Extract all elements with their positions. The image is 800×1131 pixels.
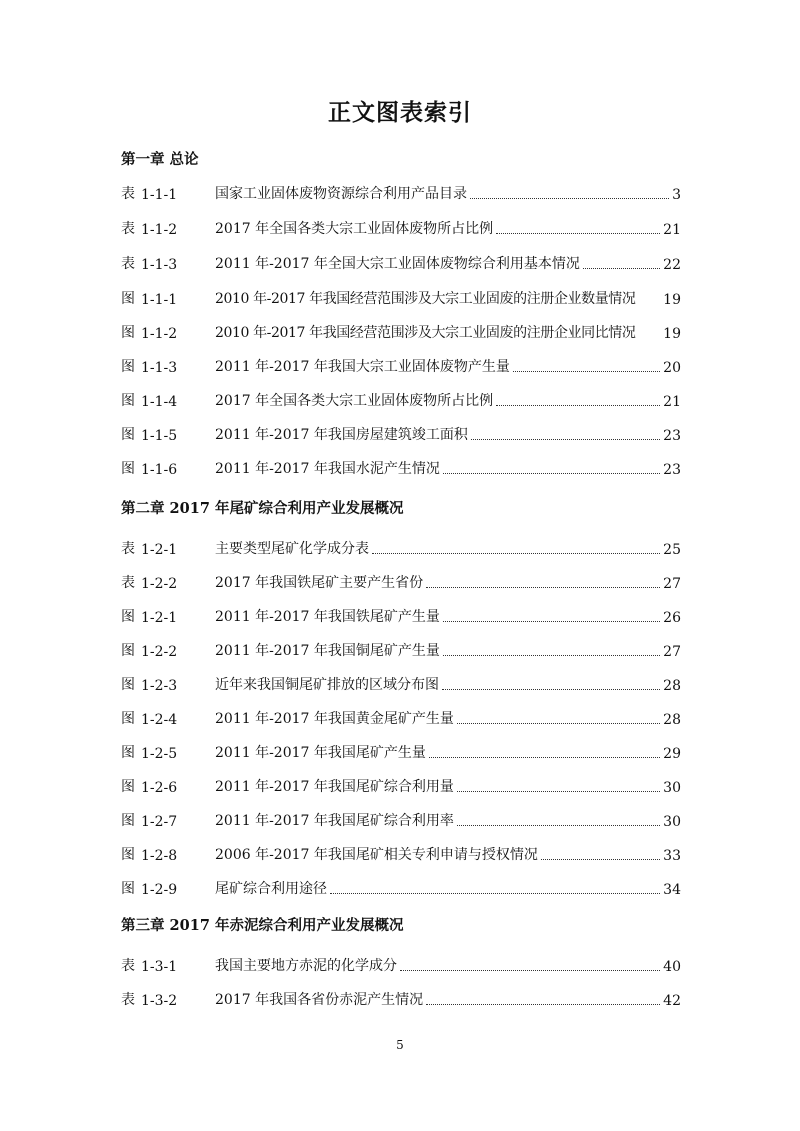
entry-page: 20 (663, 360, 681, 376)
dot-leader (443, 620, 660, 622)
toc-entry[interactable] (121, 604, 681, 626)
entry-page: 19 (663, 292, 681, 308)
entry-title: 2017 年我国铁尾矿主要产生省份 (215, 575, 424, 591)
entry-kind: 表 (121, 575, 135, 591)
entry-kind: 图 (121, 881, 135, 897)
entry-code: 1-3-1 (141, 959, 178, 975)
entry-page: 3 (672, 187, 681, 203)
entry-kind: 表 (121, 958, 135, 974)
page-title: 正文图表索引 (328, 100, 472, 126)
dot-leader (496, 232, 660, 234)
dot-leader (400, 969, 660, 971)
entry-page: 34 (663, 882, 681, 898)
dot-leader (471, 438, 660, 440)
entry-page: 33 (663, 848, 681, 864)
dot-leader (429, 756, 660, 758)
entry-page: 27 (663, 576, 681, 592)
entry-page: 23 (663, 428, 681, 444)
entry-code: 1-1-2 (141, 326, 178, 342)
entry-page: 28 (663, 678, 681, 694)
entry-kind: 图 (121, 393, 135, 409)
entry-title: 2017 年全国各类大宗工业固体废物所占比例 (215, 221, 494, 237)
entry-code: 1-2-3 (141, 678, 178, 694)
entry-code: 1-1-5 (141, 428, 178, 444)
dot-leader (457, 722, 660, 724)
entry-kind: 图 (121, 677, 135, 693)
entry-kind: 表 (121, 186, 135, 202)
entry-code: 1-1-3 (141, 257, 178, 273)
toc-entry[interactable] (121, 774, 681, 796)
entry-title: 2011 年-2017 年我国大宗工业固体废物产生量 (215, 359, 510, 375)
entry-title: 2011 年-2017 年我国尾矿产生量 (215, 745, 426, 761)
entry-page: 27 (663, 644, 681, 660)
dot-leader (636, 307, 664, 308)
entry-kind: 表 (121, 221, 135, 237)
chapter-heading: 第一章 总论 (121, 151, 199, 168)
toc-entry[interactable] (121, 216, 681, 238)
entry-title: 主要类型尾矿化学成分表 (215, 541, 369, 557)
entry-kind: 图 (121, 291, 135, 307)
entry-code: 1-2-1 (141, 610, 178, 626)
entry-code: 1-2-2 (141, 644, 178, 660)
entry-title: 尾矿综合利用途径 (215, 881, 327, 897)
dot-leader (372, 552, 660, 554)
entry-title: 2011 年-2017 年我国尾矿综合利用率 (215, 813, 454, 829)
entry-code: 1-2-8 (141, 848, 178, 864)
entry-page: 19 (663, 326, 681, 342)
entry-code: 1-1-6 (141, 462, 178, 478)
entry-title: 我国主要地方赤泥的化学成分 (215, 958, 397, 974)
entry-code: 1-2-9 (141, 882, 178, 898)
dot-leader (636, 341, 664, 342)
dot-leader (541, 858, 660, 860)
dot-leader (442, 688, 660, 690)
entry-title: 近年来我国铜尾矿排放的区域分布图 (215, 677, 439, 693)
toc-entry[interactable] (121, 987, 681, 1009)
dot-leader (426, 1003, 660, 1005)
toc-entry[interactable] (121, 740, 681, 762)
dot-leader (457, 790, 660, 792)
entry-code: 1-2-2 (141, 576, 178, 592)
entry-title: 2017 年全国各类大宗工业固体废物所占比例 (215, 393, 494, 409)
entry-title: 2011 年-2017 年我国尾矿综合利用量 (215, 779, 454, 795)
entry-code: 1-1-1 (141, 187, 178, 203)
entry-kind: 表 (121, 541, 135, 557)
entry-title: 2006 年-2017 年我国尾矿相关专利申请与授权情况 (215, 847, 538, 863)
entry-kind: 表 (121, 992, 135, 1008)
entry-title: 2010 年-2017 年我国经营范围涉及大宗工业固废的注册企业数量情况 (215, 291, 636, 307)
entry-code: 1-1-1 (141, 292, 178, 308)
entry-title: 国家工业固体废物资源综合利用产品目录 (215, 186, 467, 202)
entry-code: 1-1-4 (141, 394, 178, 410)
entry-title: 2011 年-2017 年全国大宗工业固体废物综合利用基本情况 (215, 256, 580, 272)
dot-leader (496, 404, 660, 406)
entry-page: 23 (663, 462, 681, 478)
entry-title: 2011 年-2017 年我国水泥产生情况 (215, 461, 440, 477)
dot-leader (470, 197, 669, 199)
chapter-heading: 第二章 2017 年尾矿综合利用产业发展概况 (121, 500, 404, 517)
toc-entry[interactable] (121, 181, 681, 203)
entry-title: 2011 年-2017 年我国铁尾矿产生量 (215, 609, 440, 625)
entry-code: 1-2-7 (141, 814, 178, 830)
entry-page: 30 (663, 780, 681, 796)
toc-entry[interactable] (121, 570, 681, 592)
entry-page: 21 (663, 222, 681, 238)
toc-entry[interactable] (121, 251, 681, 273)
dot-leader (513, 370, 660, 372)
toc-entry[interactable] (121, 842, 681, 864)
entry-code: 1-2-6 (141, 780, 178, 796)
entry-page: 22 (663, 257, 681, 273)
toc-entry[interactable] (121, 422, 681, 444)
entry-kind: 图 (121, 711, 135, 727)
entry-code: 1-2-1 (141, 542, 178, 558)
entry-kind: 图 (121, 359, 135, 375)
chapter-heading: 第三章 2017 年赤泥综合利用产业发展概况 (121, 917, 404, 934)
dot-leader (457, 824, 660, 826)
entry-title: 2011 年-2017 年我国黄金尾矿产生量 (215, 711, 454, 727)
entry-page: 21 (663, 394, 681, 410)
dot-leader (583, 267, 660, 269)
toc-entry[interactable] (121, 320, 681, 342)
entry-kind: 图 (121, 813, 135, 829)
entry-kind: 图 (121, 745, 135, 761)
entry-kind: 表 (121, 256, 135, 272)
entry-page: 40 (663, 959, 681, 975)
dot-leader (443, 654, 660, 656)
toc-entry[interactable] (121, 953, 681, 975)
entry-page: 26 (663, 610, 681, 626)
entry-kind: 图 (121, 461, 135, 477)
entry-page: 29 (663, 746, 681, 762)
entry-code: 1-1-3 (141, 360, 178, 376)
entry-code: 1-2-5 (141, 746, 178, 762)
entry-kind: 图 (121, 779, 135, 795)
entry-page: 30 (663, 814, 681, 830)
entry-title: 2011 年-2017 年我国铜尾矿产生量 (215, 643, 440, 659)
toc-entry[interactable] (121, 808, 681, 830)
entry-kind: 图 (121, 643, 135, 659)
entry-title: 2010 年-2017 年我国经营范围涉及大宗工业固废的注册企业同比情况 (215, 325, 636, 341)
toc-entry[interactable] (121, 286, 681, 308)
entry-page: 28 (663, 712, 681, 728)
page-number: 5 (396, 1038, 404, 1052)
toc-entry[interactable] (121, 672, 681, 694)
toc-entry[interactable] (121, 638, 681, 660)
entry-kind: 图 (121, 609, 135, 625)
toc-entry[interactable] (121, 536, 681, 558)
entry-kind: 图 (121, 427, 135, 443)
entry-title: 2017 年我国各省份赤泥产生情况 (215, 992, 424, 1008)
toc-entry[interactable] (121, 388, 681, 410)
entry-code: 1-3-2 (141, 993, 178, 1009)
dot-leader (426, 586, 660, 588)
toc-entry[interactable] (121, 876, 681, 898)
entry-page: 25 (663, 542, 681, 558)
entry-kind: 图 (121, 847, 135, 863)
dot-leader (443, 472, 660, 474)
entry-title: 2011 年-2017 年我国房屋建筑竣工面积 (215, 427, 468, 443)
entry-page: 42 (663, 993, 681, 1009)
toc-entry[interactable] (121, 706, 681, 728)
toc-entry[interactable] (121, 354, 681, 376)
entry-kind: 图 (121, 325, 135, 341)
entry-code: 1-1-2 (141, 222, 178, 238)
dot-leader (330, 892, 660, 894)
toc-entry[interactable] (121, 456, 681, 478)
entry-code: 1-2-4 (141, 712, 178, 728)
